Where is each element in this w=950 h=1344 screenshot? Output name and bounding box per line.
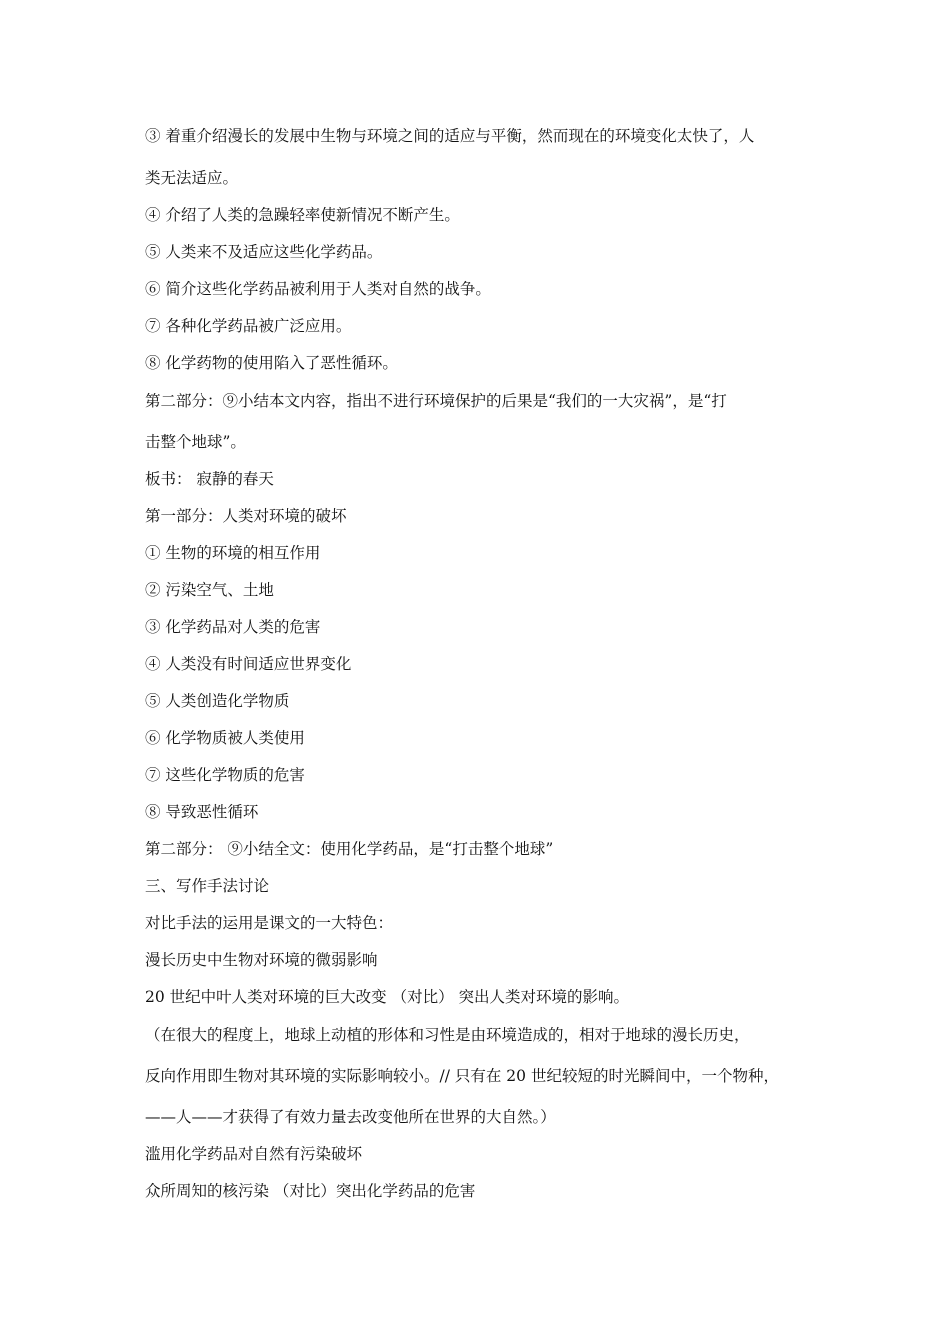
text-line-9: 击整个地球”。	[145, 433, 246, 451]
text-line-2: 类无法适应。	[145, 169, 239, 187]
text-line-3: ④ 介绍了人类的急躁轻率使新情况不断产生。	[145, 206, 460, 224]
text-line-21: 三、写作手法讨论	[145, 877, 270, 895]
text-line-10: 板书： 寂静的春天	[145, 470, 274, 488]
text-line-7: ⑧ 化学药物的使用陷入了恶性循环。	[145, 354, 398, 372]
text-line-27: ——人——才获得了有效力量去改变他所在世界的大自然。）	[145, 1108, 556, 1126]
text-line-16: ⑤ 人类创造化学物质	[145, 692, 290, 710]
text-line-4: ⑤ 人类来不及适应这些化学药品。	[145, 243, 383, 261]
text-line-1: ③ 着重介绍漫长的发展中生物与环境之间的适应与平衡，然而现在的环境变化太快了，人	[145, 127, 755, 145]
text-line-15: ④ 人类没有时间适应世界变化	[145, 655, 352, 673]
text-line-11: 第一部分：人类对环境的破坏	[145, 507, 347, 525]
text-line-19: ⑧ 导致恶性循环	[145, 803, 259, 821]
text-line-5: ⑥ 简介这些化学药品被利用于人类对自然的战争。	[145, 280, 491, 298]
text-line-22: 对比手法的运用是课文的一大特色：	[145, 914, 394, 932]
text-line-8: 第二部分：⑨小结本文内容，指出不进行环境保护的后果是“我们的一大灾祸”，是“打	[145, 392, 727, 410]
text-line-25: （在很大的程度上，地球上动植的形体和习性是由环境造成的，相对于地球的漫长历史，	[145, 1026, 750, 1044]
text-line-26: 反向作用即生物对其环境的实际影响较小。// 只有在 20 世纪较短的时光瞬间中，一个物种，	[145, 1067, 779, 1085]
text-line-17: ⑥ 化学物质被人类使用	[145, 729, 305, 747]
text-line-24: 20 世纪中叶人类对环境的巨大改变 （对比） 突出人类对环境的影响。	[145, 988, 630, 1006]
text-line-18: ⑦ 这些化学物质的危害	[145, 766, 305, 784]
text-line-6: ⑦ 各种化学药品被广泛应用。	[145, 317, 352, 335]
text-line-12: ① 生物的环境的相互作用	[145, 544, 321, 562]
text-line-29: 众所周知的核污染 （对比）突出化学药品的危害	[145, 1182, 476, 1200]
text-line-20: 第二部分： ⑨小结全文：使用化学药品，是“打击整个地球”	[145, 840, 554, 858]
text-line-28: 滥用化学药品对自然有污染破坏	[145, 1145, 363, 1163]
text-line-14: ③ 化学药品对人类的危害	[145, 618, 321, 636]
text-line-13: ② 污染空气、土地	[145, 581, 274, 599]
text-line-23: 漫长历史中生物对环境的微弱影响	[145, 951, 378, 969]
